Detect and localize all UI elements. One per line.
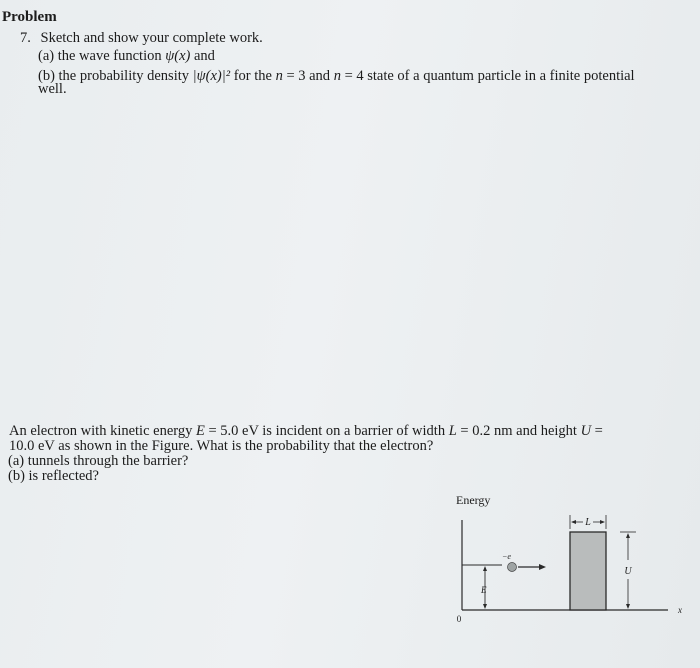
L-label: L	[585, 517, 591, 528]
p8-text-d: =	[591, 423, 603, 439]
potential-barrier-figure	[440, 485, 700, 645]
height-symbol: U	[580, 423, 592, 439]
problem-7-part-a	[38, 48, 215, 64]
U-arrowhead-top	[626, 533, 630, 538]
energy-symbol: E	[195, 423, 205, 439]
p8-text-c: = 0.2 nm and height	[456, 423, 581, 439]
probability-density-symbol: |ψ(x)|²	[192, 68, 231, 84]
n-equals-4: = 4 state of a quantum particle in a finite potential	[340, 68, 635, 84]
energy-axis-label: Energy	[456, 493, 491, 507]
n-symbol: n	[275, 68, 283, 84]
problem-7-part-b	[38, 68, 635, 84]
potential-barrier	[570, 532, 606, 610]
problem-heading: Problem	[2, 9, 57, 25]
electron-arrowhead	[539, 564, 546, 570]
L-arrowhead-right	[600, 520, 605, 524]
n-equals-3: = 3 and	[282, 68, 334, 84]
L-arrowhead-left	[571, 520, 576, 524]
origin-label: 0	[456, 614, 462, 624]
problem-7-instruction: Sketch and show your complete work.	[40, 30, 263, 46]
U-label: U	[624, 566, 632, 577]
p8-text-a: An electron with kinetic energy	[9, 423, 196, 439]
E-label: E	[481, 585, 487, 595]
x-axis-label: x	[678, 605, 682, 615]
E-arrow-head-top	[483, 566, 487, 571]
part-b-mid: for the	[230, 68, 276, 84]
problem-7-intro	[20, 30, 263, 46]
E-arrow-head-bottom	[483, 604, 487, 609]
n-symbol-2: n	[333, 68, 341, 84]
U-arrowhead-bottom	[626, 604, 630, 609]
problem-8-part-a: (a) tunnels through the barrier?	[8, 453, 189, 469]
problem-8-line-1	[9, 423, 603, 439]
problem-7-part-b-continued: well.	[38, 81, 67, 97]
p8-text-b: = 5.0 eV is incident on a barrier of width	[204, 423, 449, 439]
width-symbol: L	[448, 423, 457, 439]
part-a-suffix: and	[190, 48, 215, 64]
problem-8-part-b: (b) is reflected?	[8, 468, 99, 484]
part-a-text: (a) the wave function	[38, 48, 166, 64]
wave-function-symbol: ψ(x)	[165, 48, 191, 64]
part-b-text: (b) the probability density	[38, 68, 193, 84]
problem-number: 7.	[20, 30, 31, 46]
electron-label: −e	[502, 552, 511, 561]
problem-8-line-2: 10.0 eV as shown in the Figure. What is the probability that the electron?	[9, 438, 434, 454]
electron	[508, 563, 517, 572]
